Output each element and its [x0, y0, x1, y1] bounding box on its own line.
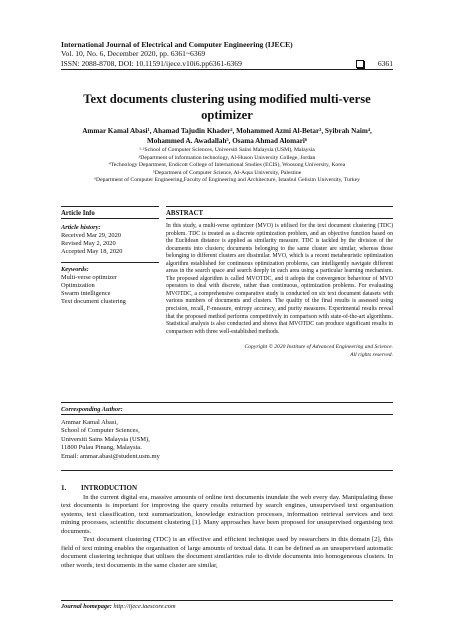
- affiliation: ⁴Technology Department, Endicott College of International Studies (ECIS), Woosong University, Korea: [108, 162, 346, 169]
- author-line: Mohammed A. Awadallah⁵, Osama Ahmad Alomari⁶: [146, 136, 308, 145]
- paper-title: Text documents clustering using modified multi-verse optimizer: [83, 92, 371, 122]
- corresponding-line: School of Computer Sciences,: [61, 427, 140, 435]
- corresponding-heading: Corresponding Author:: [61, 406, 123, 413]
- homepage-label: Journal homepage:: [61, 603, 112, 610]
- journal-footer: [61, 603, 393, 611]
- corresponding-line: 11800 Pulau Pinang, Malaysia.: [61, 444, 142, 452]
- keyword: Text document clustering: [61, 298, 126, 305]
- author-list: [61, 127, 393, 146]
- section-heading: [61, 484, 393, 493]
- affiliation: ⁵Department of Computer Science, Al-Aqsa University, Palestine: [152, 169, 302, 176]
- keyword: Multi-verse optimizer: [61, 274, 117, 281]
- history-received: Received Mar 29, 2020: [61, 232, 121, 239]
- affiliation: ¹·²School of Computer Sciences, Universiti Sains Malaysia (USM), Malaysia: [139, 147, 315, 153]
- abstract-block: [166, 204, 393, 359]
- volume-line: Vol. 10, No. 6, December 2020, pp. 6361~6369: [61, 49, 206, 59]
- footer-rule: [61, 600, 393, 601]
- copyright-line: Copyright © 2020 Institute of Advanced Engineering and Science.: [244, 344, 393, 351]
- header-rule: [61, 69, 393, 70]
- journal-name: International Journal of Electrical and Computer Engineering (IJECE): [61, 40, 293, 49]
- corresponding-email: Email: ammar.abasi@student.usm.my: [61, 452, 160, 460]
- article-info: [61, 204, 159, 306]
- history-accepted: Accepted May 18, 2020: [61, 248, 123, 255]
- article-info-heading: Article Info: [61, 210, 95, 217]
- author-line: Ammar Kamal Abasi¹, Ahamad Tajudin Khader², Mohammed Azmi Al-Betar³, Syibrah Naim⁴,: [82, 127, 372, 135]
- intro-paragraph: Text document clustering (TDC) is an effective and efficient technique used by researchers in this domain [2], this field of text mining enables the organisation of large amounts of textual data. It can be defined as an unsupervised automatic document clustering technique that utilises the document similarities rule to divide documents into homogeneous clusters. In other words, text documents in the same cluster are similar,: [61, 536, 393, 569]
- intro-paragraph: In the current digital era, massive amounts of online text documents inundate the web every day. Manipulating these text documents is important for improving the query results returned by search engines, unsupervised text organisation systems, text classification, text summarization, knowledge extraction processes, information retrieval services and text mining processes, scientific document clustering [1]. Many approaches have been proposed for unsupervised organising text documents.: [61, 493, 393, 535]
- abstract-text: In this study, a multi-verse optimizer (MVO) is utilised for the text document clustering (TDC) problem. TDC is treated as a discrete optimization problem, and an objective function based on the Euclidean distance is applied as similarity measure. TDC is tackled by the division of the documents into clusters; documents belonging to the same cluster are similar, whereas those belonging to different clusters are dissimilar. MVO, which is a recent metaheuristic optimization algorithm established for continuous optimization problems, can intelligently navigate different areas in the search space and search deeply in each area using a particular learning mechanism. The proposed algorithm is called MVOTDC, and it adopts the convergence behaviour of MVO operators to deal with discrete, rather than continuous, optimization problems. For evaluating MVOTDC, a comprehensive comparative study is conducted on six text document datasets with various numbers of documents and clusters. The quality of the final results is assessed using precision, recall, F-measure, entropy accuracy, and purity measures. Experimental results reveal that the proposed method performs competitively in comparison with state-of-the-art algorithms. Statistical analysis is also conducted and shows that MVOTDC can produce significant results in comparison with three well-established methods.: [166, 223, 393, 335]
- introduction-section: [61, 484, 393, 570]
- corresponding-line: Universiti Sains Malaysia (USM),: [61, 435, 150, 443]
- rights-line: All rights reserved.: [350, 351, 393, 358]
- keywords-heading: Keywords:: [61, 266, 89, 273]
- section-rule: [61, 470, 393, 471]
- square-box-icon: [356, 60, 364, 68]
- keyword: Optimization: [61, 282, 95, 289]
- abstract-heading: ABSTRACT: [166, 210, 204, 217]
- corresponding-line: Ammar Kamal Abasi,: [61, 419, 118, 426]
- history-revised: Revised May 2, 2020: [61, 240, 116, 247]
- homepage-link[interactable]: http://ijece.iaescore.com: [113, 603, 176, 610]
- section-number: 1.: [61, 484, 67, 492]
- issn-line: ISSN: 2088-8708, DOI: 10.11591/ijece.v10i6.pp6361-6369: [61, 58, 242, 68]
- journal-header: [61, 40, 393, 68]
- copyright-notice: [166, 344, 393, 359]
- section-title: INTRODUCTION: [81, 484, 138, 492]
- affiliation-list: [61, 147, 393, 185]
- affiliation: ³Department of information technology, Al-Huson University College, Jordan: [138, 154, 316, 161]
- keyword: Swarm intelligence: [61, 290, 111, 297]
- corresponding-author: [61, 400, 393, 461]
- affiliation: ⁶Department of Computer Engineering,Faculty of Engineering and Architecture, Istanbul Gelisim University, Turkey: [93, 177, 361, 184]
- history-heading: Article history:: [61, 224, 101, 231]
- page-number: 6361: [377, 58, 393, 68]
